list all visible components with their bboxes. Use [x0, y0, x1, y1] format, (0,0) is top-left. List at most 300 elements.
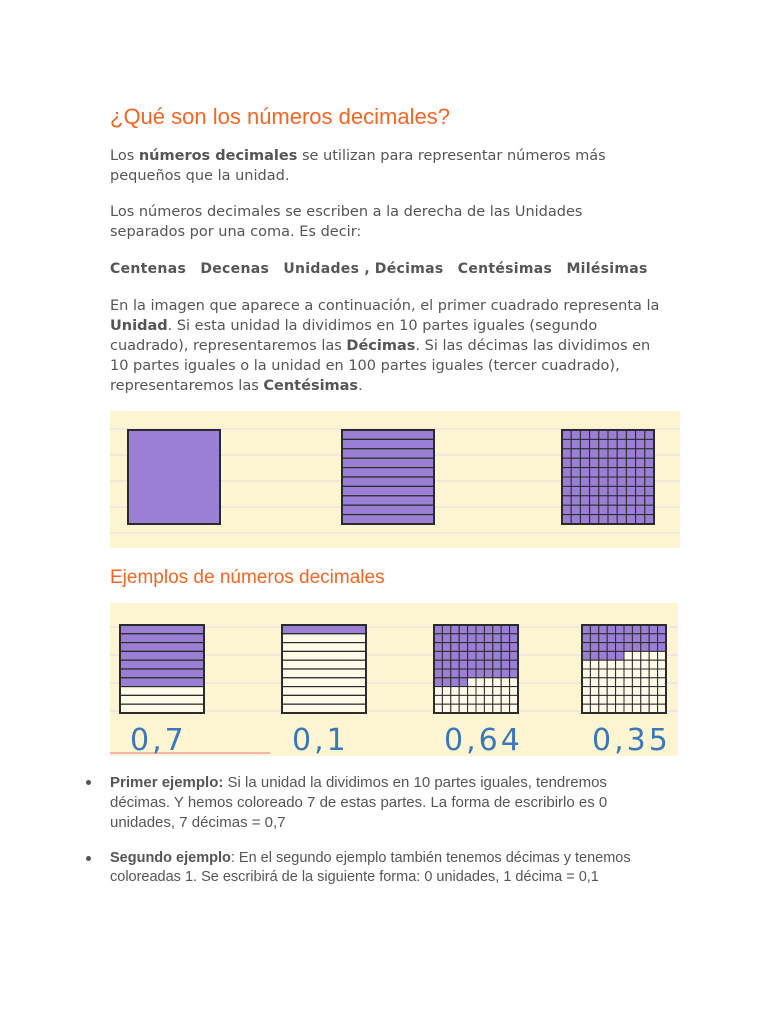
tenth-strip [342, 430, 434, 439]
example-label: 0,1 [292, 723, 349, 756]
hundredth-cell [590, 430, 599, 439]
hundredth-cell [434, 669, 442, 678]
hundredth-cell [626, 505, 635, 514]
hundredth-cell [434, 678, 442, 687]
hundredth-cell [451, 678, 459, 687]
hundredth-cell [434, 695, 442, 704]
hundredth-cell [599, 505, 608, 514]
hundredth-cell [582, 695, 590, 704]
bullet-icon [86, 856, 91, 861]
decimal-examples-illustration [110, 603, 678, 756]
hundredth-cell [493, 704, 501, 713]
hundredth-cell [608, 430, 617, 439]
hundredth-cell [645, 496, 654, 505]
hundredth-cell [617, 449, 626, 458]
hundredth-cell [493, 625, 501, 634]
hundredth-cell [617, 505, 626, 514]
hundredth-cell [590, 704, 598, 713]
hundredth-cell [580, 449, 589, 458]
hundredth-cell [468, 687, 476, 696]
hundredth-cell [476, 625, 484, 634]
hundredth-cell [649, 678, 657, 687]
hundredth-cell [658, 643, 666, 652]
hundredth-cell [580, 430, 589, 439]
list-item: Primer ejemplo: Si la unidad la dividimos en 10 partes iguales, tendremos décimas. Y hemos coloreado 7 de estas partes. La forma de escribirlo es 0 unidades, 7 décimas = 0,7 [110, 773, 670, 833]
hundredth-cell [645, 449, 654, 458]
hundredth-cell [571, 458, 580, 467]
example-label: 0,35 [592, 723, 671, 756]
hundredth-cell [493, 643, 501, 652]
hundredth-cell [590, 515, 599, 524]
hundredth-cell [590, 643, 598, 652]
hundredth-cell [510, 660, 518, 669]
hundredth-cell [476, 634, 484, 643]
hundredth-cell [580, 439, 589, 448]
hundredth-cell [649, 660, 657, 669]
place-values-line [110, 259, 670, 279]
hundredth-cell [641, 643, 649, 652]
hundredth-cell [571, 505, 580, 514]
hundredth-cell [599, 477, 608, 486]
hundredth-cell [645, 430, 654, 439]
hundredth-cell [484, 704, 492, 713]
hundredth-cell [636, 449, 645, 458]
tenth-strip [282, 651, 366, 660]
tenth-strip [282, 625, 366, 634]
hundredth-cell [599, 468, 608, 477]
hundredth-cell [616, 634, 624, 643]
hundredth-cell [607, 643, 615, 652]
hundredth-cell [599, 625, 607, 634]
hundredth-cell [493, 634, 501, 643]
hundredth-cell [645, 458, 654, 467]
hundredth-cell [434, 651, 442, 660]
hundredth-cell [616, 651, 624, 660]
hundredth-cell [562, 468, 571, 477]
hundredth-cell [580, 458, 589, 467]
place-value: Décimas [374, 261, 444, 277]
tenths-square [342, 430, 434, 524]
hundredth-cell [607, 625, 615, 634]
hundredth-cell [626, 430, 635, 439]
hundredth-cell [590, 477, 599, 486]
hundredth-cell [501, 651, 509, 660]
hundredth-cell [645, 486, 654, 495]
hundredth-cell [571, 430, 580, 439]
hundredth-cell [658, 704, 666, 713]
hundredth-cell [599, 669, 607, 678]
hundredth-cell [607, 660, 615, 669]
hundredth-cell [599, 678, 607, 687]
hundredth-cell [636, 430, 645, 439]
hundredth-cell [641, 704, 649, 713]
hundredth-cell [580, 486, 589, 495]
explanation-paragraph: En la imagen que aparece a continuación, el primer cuadrado representa la Unidad. Si esta unidad la dividimos en 10 partes iguales (segundo cuadrado), representaremos las Décimas. Si las décimas las dividimos en 10 partes iguales o la unidad en 100 partes iguales (tercer cuadrado), representaremos las Centésimas. [110, 298, 660, 394]
hundredth-cell [658, 634, 666, 643]
hundredth-cell [599, 660, 607, 669]
hundredth-cell [608, 505, 617, 514]
hundredth-cell [658, 625, 666, 634]
place-value: Centenas [110, 261, 187, 277]
hundredth-cell [616, 687, 624, 696]
tenth-strip [120, 704, 204, 713]
tenth-strip [342, 439, 434, 448]
hundredth-cell [649, 625, 657, 634]
hundredth-cell [608, 449, 617, 458]
hundredth-cell [442, 660, 450, 669]
hundredth-cell [468, 625, 476, 634]
hundredth-cell [562, 439, 571, 448]
hundredth-cell [632, 704, 640, 713]
hundredth-cell [649, 669, 657, 678]
hundredth-cell [658, 669, 666, 678]
tenth-strip [120, 634, 204, 643]
hundredth-cell [590, 486, 599, 495]
hundredth-cell [510, 669, 518, 678]
tenth-strip [282, 687, 366, 696]
hundredth-cell [649, 634, 657, 643]
hundredth-cell [580, 477, 589, 486]
example-label: 0,64 [444, 723, 523, 756]
hundredth-cell [641, 678, 649, 687]
hundredth-cell [442, 643, 450, 652]
hundredth-cell [624, 625, 632, 634]
hundredth-cell [571, 468, 580, 477]
hundredth-cell [562, 477, 571, 486]
hundredth-cell [608, 515, 617, 524]
place-value: Milésimas [566, 261, 648, 277]
hundredth-cell [459, 660, 467, 669]
hundredth-cell [451, 660, 459, 669]
hundredth-cell [590, 634, 598, 643]
example-square [120, 625, 204, 756]
hundredth-cell [501, 704, 509, 713]
hundredth-cell [459, 643, 467, 652]
hundredth-cell [501, 687, 509, 696]
hundredth-cell [641, 625, 649, 634]
tenth-strip [282, 643, 366, 652]
hundredth-cell [493, 687, 501, 696]
tenth-strip [342, 486, 434, 495]
hundredth-cell [582, 634, 590, 643]
hundredth-cell [434, 643, 442, 652]
hundredth-cell [617, 468, 626, 477]
hundredth-cell [641, 660, 649, 669]
hundredth-cell [624, 669, 632, 678]
hundredth-cell [636, 439, 645, 448]
hundredth-cell [434, 634, 442, 643]
hundredth-cell [493, 678, 501, 687]
hundredth-cell [636, 496, 645, 505]
hundredth-cell [571, 439, 580, 448]
hundredth-cell [510, 634, 518, 643]
hundredth-cell [632, 695, 640, 704]
hundredth-cell [608, 496, 617, 505]
hundredth-cell [649, 687, 657, 696]
tenth-strip [282, 704, 366, 713]
tenth-strip [282, 634, 366, 643]
unit-square [128, 430, 220, 524]
hundredth-cell [607, 678, 615, 687]
hundredth-cell [590, 505, 599, 514]
hundredth-cell [468, 678, 476, 687]
hundredth-cell [599, 643, 607, 652]
hundredth-cell [459, 669, 467, 678]
tenth-strip [282, 660, 366, 669]
tenth-strip [120, 660, 204, 669]
hundredth-cell [599, 496, 608, 505]
bullet-icon [86, 780, 91, 785]
hundredth-cell [476, 695, 484, 704]
hundredth-cell [617, 439, 626, 448]
hundredth-cell [484, 687, 492, 696]
hundredth-cell [468, 695, 476, 704]
hundredth-cell [590, 439, 599, 448]
tenth-strip [342, 468, 434, 477]
hundredth-cell [562, 515, 571, 524]
hundredth-cell [476, 660, 484, 669]
example-square [582, 625, 671, 756]
hundredth-cell [501, 669, 509, 678]
tenth-strip [342, 505, 434, 514]
hundredth-cell [632, 669, 640, 678]
hundredth-cell [590, 695, 598, 704]
hundredth-cell [434, 704, 442, 713]
examples-heading: Ejemplos de números decimales [110, 567, 385, 588]
hundredth-cell [599, 634, 607, 643]
hundredth-cell [624, 687, 632, 696]
hundredth-cell [658, 695, 666, 704]
hundredth-cell [599, 430, 608, 439]
decimal-examples-figure [110, 603, 678, 756]
hundredth-cell [658, 678, 666, 687]
hundredth-cell [658, 687, 666, 696]
hundredth-cell [590, 449, 599, 458]
hundredth-cell [649, 695, 657, 704]
hundredth-cell [476, 678, 484, 687]
hundredth-cell [468, 651, 476, 660]
hundredth-cell [626, 449, 635, 458]
hundredth-cell [617, 477, 626, 486]
hundredth-cell [562, 505, 571, 514]
hundredth-cell [616, 625, 624, 634]
hundredth-cell [658, 660, 666, 669]
hundredth-cell [607, 669, 615, 678]
place-value: Centésimas [457, 261, 553, 277]
hundredth-cell [442, 704, 450, 713]
hundredth-cell [510, 687, 518, 696]
hundredth-cell [451, 634, 459, 643]
hundredth-cell [590, 625, 598, 634]
hundredth-cell [476, 687, 484, 696]
hundredth-cell [608, 477, 617, 486]
hundredth-cell [626, 486, 635, 495]
hundredth-cell [442, 625, 450, 634]
hundredth-cell [582, 625, 590, 634]
hundredth-cell [451, 669, 459, 678]
hundredth-cell [590, 496, 599, 505]
tenth-strip [342, 515, 434, 524]
hundredth-cell [641, 651, 649, 660]
hundredth-cell [599, 651, 607, 660]
hundredth-cell [510, 704, 518, 713]
hundredth-cell [624, 660, 632, 669]
hundredth-cell [599, 515, 608, 524]
hundredth-cell [468, 660, 476, 669]
hundredth-cell [510, 678, 518, 687]
hundredth-cell [442, 634, 450, 643]
hundredth-cell [616, 695, 624, 704]
hundredth-cell [608, 468, 617, 477]
hundredth-cell [641, 634, 649, 643]
tenth-strip [120, 687, 204, 696]
hundredth-cell [501, 695, 509, 704]
hundredth-cell [607, 651, 615, 660]
hundredth-cell [484, 678, 492, 687]
hundredth-cell [608, 458, 617, 467]
hundredth-cell [632, 634, 640, 643]
tenth-strip [120, 669, 204, 678]
hundredth-cell [468, 634, 476, 643]
hundredth-cell [476, 704, 484, 713]
hundredth-cell [626, 515, 635, 524]
hundredth-cell [451, 625, 459, 634]
hundredth-cell [599, 687, 607, 696]
hundredth-cell [626, 458, 635, 467]
hundredth-cell [493, 695, 501, 704]
hundredth-cell [434, 625, 442, 634]
hundredth-cell [582, 643, 590, 652]
hundredth-cell [476, 643, 484, 652]
place-value: Decenas [200, 261, 270, 277]
hundredth-cell [476, 651, 484, 660]
hundredth-cell [484, 660, 492, 669]
hundredth-cell [607, 704, 615, 713]
hundredth-cell [484, 695, 492, 704]
hundredth-cell [510, 625, 518, 634]
hundredth-cell [599, 486, 608, 495]
hundredth-cell [632, 625, 640, 634]
hundredth-cell [636, 505, 645, 514]
hundredth-cell [434, 687, 442, 696]
hundredth-cell [641, 695, 649, 704]
tenth-strip [342, 458, 434, 467]
unit-division-figure [110, 411, 680, 548]
hundredth-cell [484, 651, 492, 660]
hundredth-cell [571, 477, 580, 486]
hundredth-cell [608, 439, 617, 448]
tenth-strip [282, 669, 366, 678]
hundredth-cell [590, 669, 598, 678]
hundredth-cell [636, 468, 645, 477]
tenth-strip [342, 496, 434, 505]
hundredth-cell [571, 486, 580, 495]
hundredth-cell [493, 660, 501, 669]
tenth-strip [282, 678, 366, 687]
hundredth-cell [562, 458, 571, 467]
hundredth-cell [434, 660, 442, 669]
hundredth-cell [616, 643, 624, 652]
hundredth-cell [571, 515, 580, 524]
position-paragraph: Los números decimales se escriben a la derecha de las Unidades separados por una coma. Es decir: [110, 204, 583, 240]
hundredth-cell [641, 687, 649, 696]
hundredth-cell [459, 678, 467, 687]
hundredth-cell [459, 634, 467, 643]
hundredth-cell [459, 695, 467, 704]
example-label: 0,7 [130, 723, 187, 756]
tenth-strip [120, 678, 204, 687]
hundredth-cell [484, 643, 492, 652]
hundredth-cell [580, 468, 589, 477]
hundredth-cell [590, 458, 599, 467]
tenth-strip [120, 695, 204, 704]
hundredth-cell [451, 687, 459, 696]
hundredth-cell [645, 477, 654, 486]
hundredth-cell [608, 486, 617, 495]
tenth-strip [282, 695, 366, 704]
hundredth-cell [626, 477, 635, 486]
hundredth-cell [645, 468, 654, 477]
hundredth-cell [590, 678, 598, 687]
hundredth-cell [510, 643, 518, 652]
hundredth-cell [626, 496, 635, 505]
page-title: ¿Qué son los números decimales? [110, 104, 450, 129]
hundredth-cell [510, 651, 518, 660]
hundredth-cell [607, 634, 615, 643]
hundredth-cell [624, 678, 632, 687]
hundredth-cell [624, 634, 632, 643]
hundredth-cell [632, 651, 640, 660]
tenth-strip [120, 625, 204, 634]
hundredth-cell [599, 695, 607, 704]
hundredth-cell [451, 695, 459, 704]
hundredth-cell [582, 651, 590, 660]
hundredth-cell [645, 505, 654, 514]
hundredth-cell [510, 695, 518, 704]
hundredth-cell [599, 439, 608, 448]
hundredth-cell [617, 486, 626, 495]
hundredth-cell [501, 625, 509, 634]
hundredth-cell [459, 625, 467, 634]
hundredth-cell [632, 678, 640, 687]
hundredth-cell [645, 439, 654, 448]
hundredth-cell [562, 486, 571, 495]
hundredth-cell [616, 660, 624, 669]
hundredth-cell [599, 449, 608, 458]
hundredth-cell [649, 704, 657, 713]
hundredth-cell [626, 468, 635, 477]
hundredth-cell [459, 687, 467, 696]
list-item: Segundo ejemplo: En el segundo ejemplo también tenemos décimas y tenemos coloreadas 1. Se escribirá de la siguiente forma: 0 unidades, 1 décima = 0,1 [110, 849, 670, 887]
hundredth-cell [636, 458, 645, 467]
hundredth-cell [501, 660, 509, 669]
hundredth-cell [493, 651, 501, 660]
hundredth-cell [624, 643, 632, 652]
hundredth-cell [501, 678, 509, 687]
hundredth-cell [590, 687, 598, 696]
hundredth-cell [636, 515, 645, 524]
hundredth-cell [658, 651, 666, 660]
tenth-strip [342, 449, 434, 458]
hundredth-cell [562, 496, 571, 505]
hundredth-cell [641, 669, 649, 678]
hundredths-square [562, 430, 654, 524]
hundredth-cell [451, 643, 459, 652]
hundredth-cell [607, 695, 615, 704]
hundredth-cell [484, 669, 492, 678]
hundredth-cell [636, 477, 645, 486]
tenth-strip [120, 651, 204, 660]
